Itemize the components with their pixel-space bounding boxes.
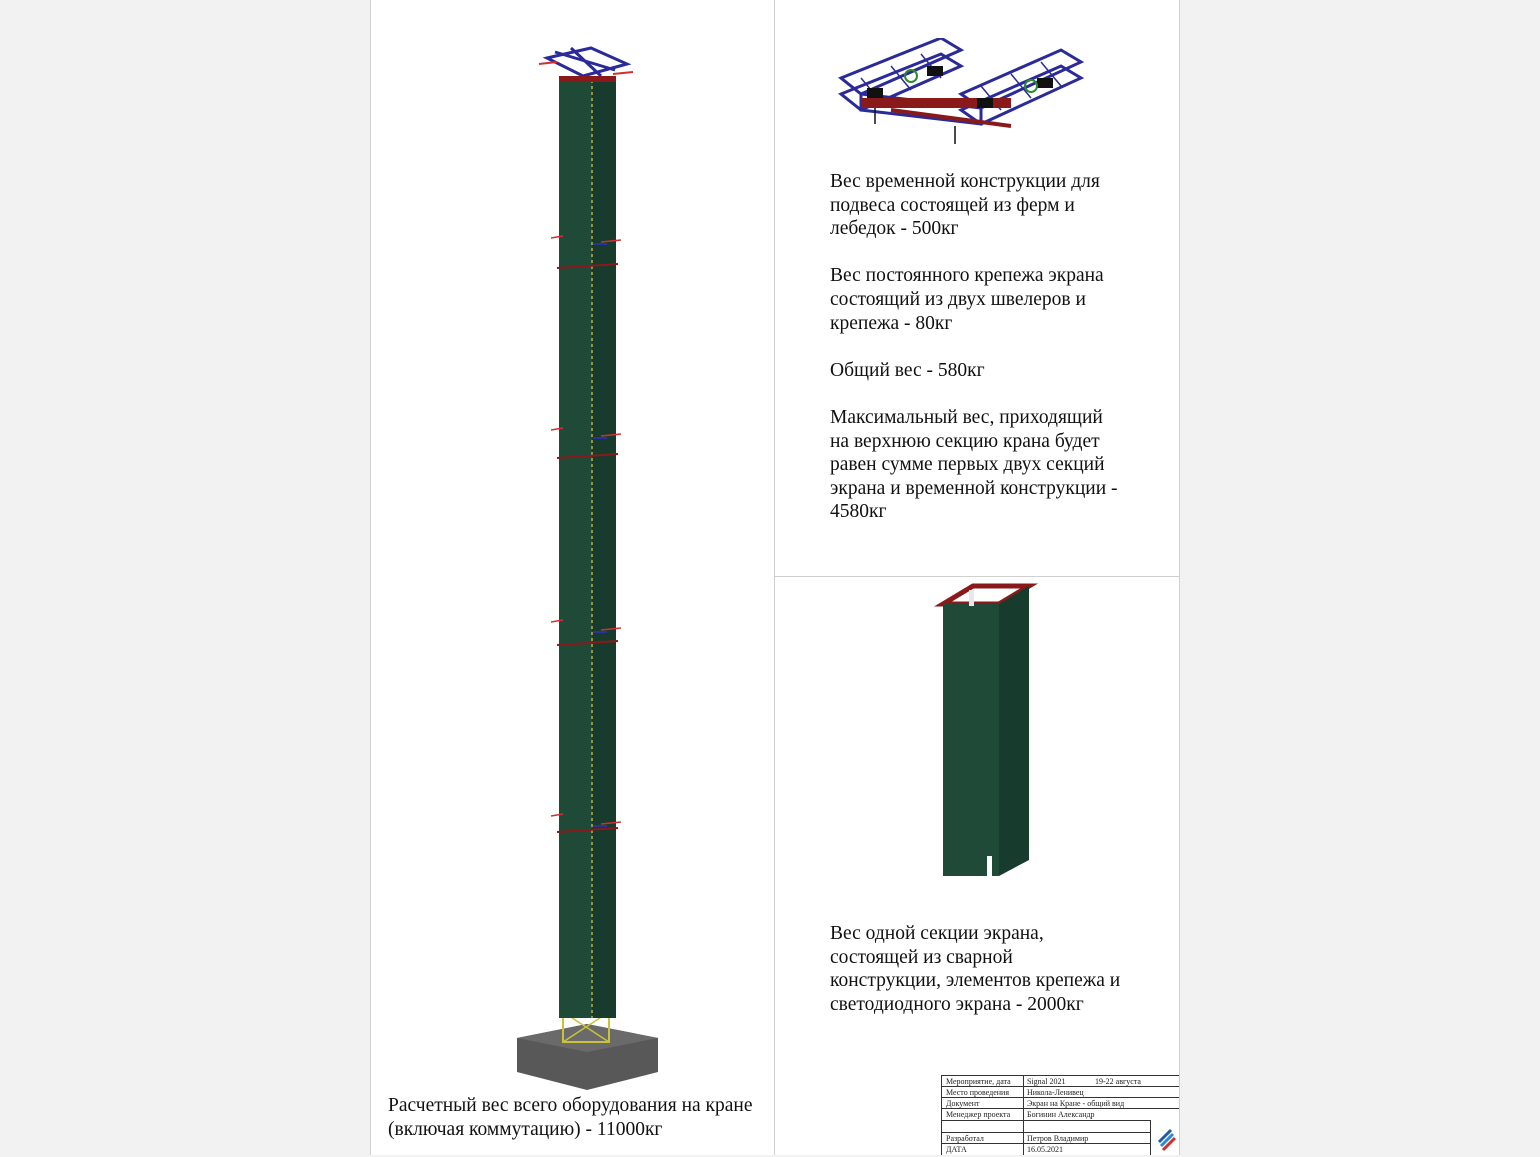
- section-front: [943, 604, 999, 876]
- screen-column-front: [559, 80, 592, 1018]
- tb-row-date: ДАТА 16.05.2021: [941, 1143, 1151, 1155]
- tb-row-developer: Разработал Петров Владимир: [941, 1132, 1151, 1144]
- company-logo-icon: [1150, 1120, 1179, 1155]
- note-permanent-mount: Вес постоянного крепежа экрана состоящий из двух швелеров и крепежа - 80кг: [830, 265, 1104, 334]
- note-total-weight: Общий вес - 580кг: [830, 359, 985, 381]
- tb-row-empty: [941, 1120, 1151, 1132]
- section-side: [999, 586, 1029, 876]
- vertical-divider: [774, 0, 775, 1155]
- tb-column-divider: [1023, 1075, 1024, 1155]
- screen-column-side: [592, 80, 616, 1018]
- weight-notes: [830, 170, 1160, 548]
- section-weight-caption: Вес одной секции экрана, состоящей из сварной конструкции, элементов крепежа и светодиодного экрана - 2000кг: [830, 923, 1121, 1015]
- tb-row-document: Документ Экран на Кране - общий вид: [941, 1097, 1179, 1109]
- section-slot-top: [969, 590, 974, 606]
- note-temporary-structure: Вес временной конструкции для подвеса состоящей из ферм и лебедок - 500кг: [830, 171, 1100, 240]
- drawing-sheet: [370, 0, 1180, 1155]
- tb-row-event: Мероприятие, дата Signal 2021 19-22 августа: [941, 1075, 1179, 1087]
- tb-row-manager: Менеджер проекта Богинин Александр: [941, 1108, 1179, 1120]
- horizontal-divider: [775, 576, 1179, 577]
- tb-row-venue: Место проведения Никола-Ленивец: [941, 1086, 1179, 1098]
- tower-drawing: [371, 0, 771, 1095]
- note-max-weight: Максимальный вес, приходящий на верхнюю секцию крана будет равен сумме первых двух секций экрана и временной конструкции - 4580кг: [830, 406, 1118, 523]
- top-truss: [539, 48, 633, 82]
- truss-beam-right-bottom: [961, 66, 1081, 124]
- tb-left-border: [941, 1075, 942, 1155]
- section-slot-bottom: [987, 856, 992, 882]
- truss-drawing: [831, 38, 1091, 158]
- section-drawing: [933, 578, 1043, 888]
- total-weight-caption: Расчетный вес всего оборудования на кране (включая коммутацию) - 11000кг: [388, 1095, 753, 1140]
- title-block: [941, 1075, 1179, 1155]
